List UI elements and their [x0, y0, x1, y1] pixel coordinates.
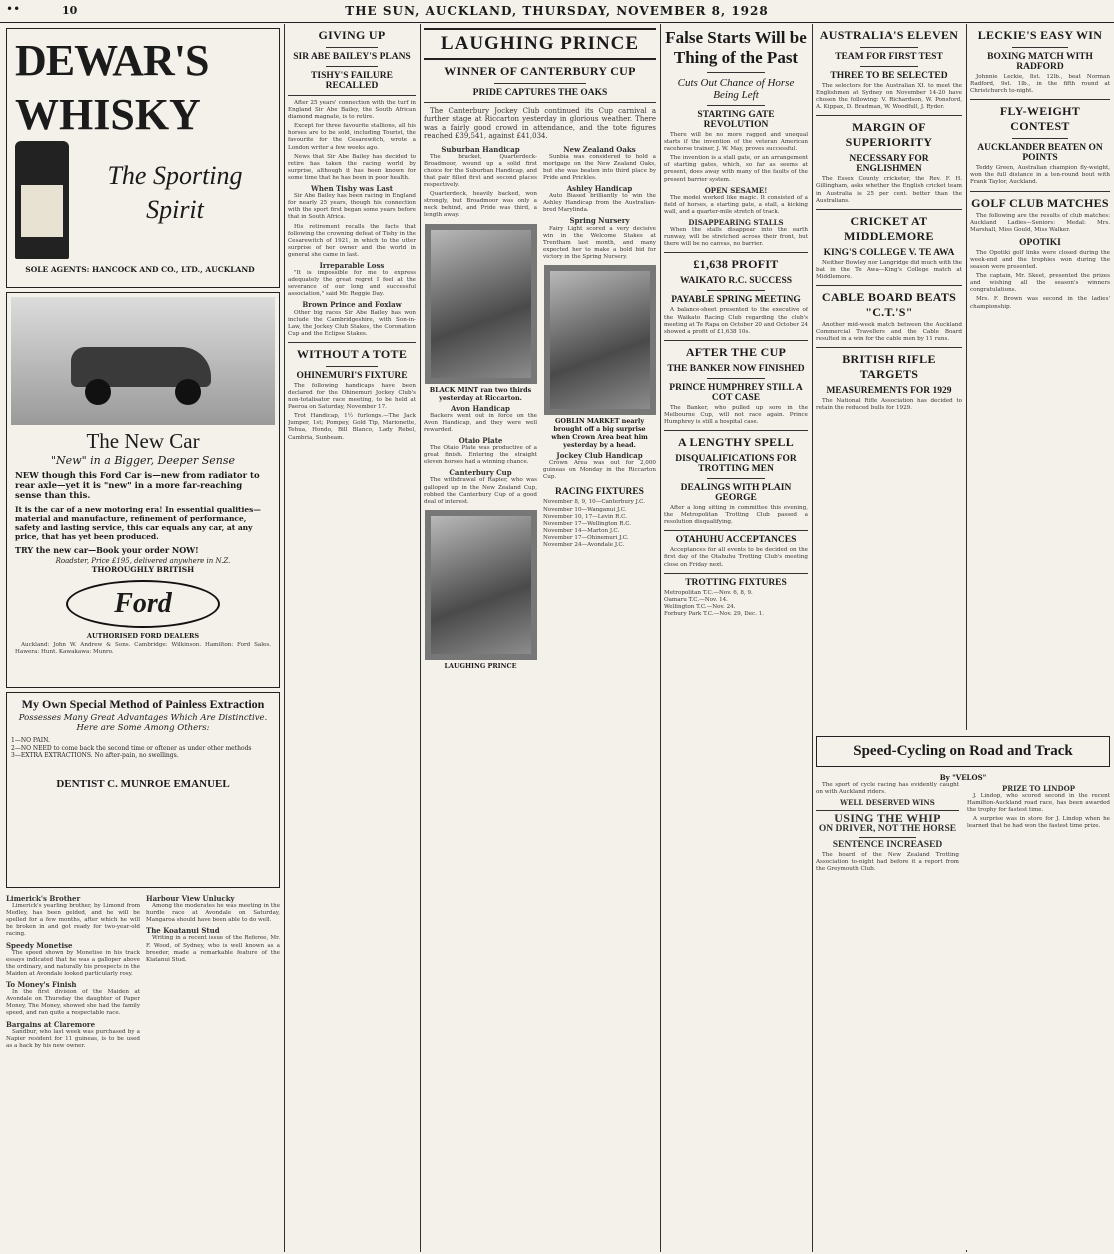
- article-head: Cuts Out Chance of Horse Being Left: [677, 77, 795, 101]
- article-head: THREE TO BE SELECTED: [830, 71, 948, 81]
- black-mint-photo: [425, 224, 537, 384]
- dewars-product: WHISKY: [15, 90, 201, 139]
- racing-fixtures-list: [543, 499, 656, 549]
- article-paragraph: A balance-sheet presented to the executive of the Waikato Racing Club regarding the club's meeting at Te Rapa on October 20 and October 24 showed a profit of £1,638 10s.: [664, 307, 808, 335]
- boxing-golf-column: [970, 24, 1110, 724]
- article-subhead: New Zealand Oaks: [563, 144, 636, 154]
- byline: By "VELOS": [939, 773, 987, 782]
- article-head: FLY-WEIGHT CONTEST: [999, 104, 1081, 134]
- hu-heading: Harbour View Unlucky: [146, 894, 235, 903]
- abe-bailey-article: [288, 24, 416, 1250]
- sm-paragraph: The speed shown by Monetise in his track essays indicated that he was a galloper above the ordinary, and naturally his prospects in the Maiden at Avondale looked particularly rosy.: [6, 949, 140, 977]
- sm-heading: Speedy Monetise: [6, 940, 73, 950]
- article-head: THE BANKER NOW FINISHED: [667, 363, 805, 374]
- column-rule: [812, 24, 813, 1252]
- dewars-brand: DEWAR'S: [15, 36, 209, 85]
- fixture-item: Metropolitan T.C.—Nov. 6, 8, 9.: [664, 589, 753, 596]
- photo-caption: GOBLIN MARKET nearly brought off a big surprise when Crown Area beat him yesterday by a head.: [551, 417, 648, 450]
- tm-paragraph: In the first division of the Maiden at Avondale on Thursday the daughter of Paper Money, The Money, showed she had the family speed, and ran quite a respectable race.: [6, 989, 140, 1017]
- article-paragraph: Johnnie Leckie, 8st. 12lb., beat Norman Radford, 9st. 1lb., in the fifth round at Christchurch to-night.: [970, 74, 1110, 95]
- article-paragraph: A surprise was in store for J. Lindop when he learned that he had won the fastest time prize.: [967, 816, 1110, 830]
- trotting-fixtures-list: [664, 590, 808, 618]
- speed-cycling-article: [816, 730, 1110, 1250]
- article-head: OPOTIKI: [1019, 237, 1061, 248]
- article-head: GOLF CLUB MATCHES: [971, 195, 1109, 210]
- article-subhead: Brown Prince and Foxlaw: [302, 300, 402, 310]
- article-paragraph: Quarterdeck, heavily backed, won strongly, but Broadmoor was only a neck behind, and Pride was third, a length away.: [424, 191, 537, 219]
- fixture-item: November 10—Wanganui J.C.: [543, 506, 627, 513]
- article-head: TISHY'S FAILURE RECALLED: [311, 71, 393, 91]
- article-paragraph: The withdrawal of Rapier, who was galloped up in the New Zealand Cup, robbed the Canterbury Cup of a good deal of interest.: [424, 477, 537, 505]
- dentist-name: DENTIST C. MUNROE EMANUEL: [56, 777, 230, 790]
- fixture-item: November 24—Avondale J.C.: [543, 541, 625, 548]
- article-head: SENTENCE INCREASED: [832, 840, 943, 851]
- article-head: USING THE WHIP: [834, 811, 941, 826]
- article-paragraph: Neither Bowley nor Langridge did much with the bat in the Te Awa—King's College match at Middlemore.: [816, 259, 962, 280]
- ford-price: Roadster, Price £195, delivered anywhere in N.Z.: [55, 557, 231, 565]
- article-paragraph: The Banker, who pulled up sore in the Melbourne Cup, will not race again. Prince Humphrey is still a hospital case.: [664, 404, 808, 425]
- article-paragraph: The invention is a stall gate, or an arrangement of starting gates, which, so far as seems at present, does away with many of the faults of the present barrier system.: [664, 155, 808, 183]
- dentist-title: My Own Special Method of Painless Extraction: [21, 697, 265, 711]
- hu-paragraph: Among the moderates he was meeting in the hurdle race at Avondale on Saturday, Mangaroa should have been able to do well.: [146, 903, 280, 924]
- article-paragraph: Teddy Green, Australian champion fly-weight, won the full distance in a ten-round bout with Frank Taylor, Auckland.: [970, 165, 1110, 186]
- article-head: LECKIE'S EASY WIN: [977, 28, 1103, 42]
- article-paragraph: "It is impossible for me to express adequately the great regret I feel at the severance of our long and successful association," said Mr. Reggie Day.: [288, 270, 416, 298]
- article-paragraph: When the stalls disappear into the earth runway, will be stretched across their front, but there will be no canvas, no barrier.: [664, 227, 808, 248]
- article-paragraph: The Essex County cricketer, the Rev. F. H. Gillingham, asks whether the English cricket team in Australia is 25 per cent. better than the Australians.: [816, 176, 962, 204]
- dentist-intro: Possesses Many Great Advantages Which Are Distinctive. Here are Some Among Others:: [18, 713, 268, 733]
- photo-caption: BLACK MINT ran two thirds yesterday at Riccarton.: [429, 385, 532, 402]
- article-head: BRITISH RIFLE TARGETS: [842, 352, 936, 382]
- fixture-item: November 17—Ohinemuri J.C.: [543, 534, 629, 541]
- bc-paragraph: Sandbur, who last week was purchased by a Napier resident for 11 guineas, is to be used as a hack by his new owner.: [6, 1028, 140, 1049]
- article-paragraph: The sport of cycle racing has evidently caught on with Auckland riders.: [816, 782, 959, 796]
- article-subhead: When Tishy was Last: [311, 184, 393, 194]
- article-head: PAYABLE SPRING MEETING: [671, 295, 801, 306]
- ford-car-illustration: [11, 297, 275, 425]
- article-head: WINNER OF CANTERBURY CUP: [444, 64, 636, 78]
- article-subhead: PRIZE TO LINDOP: [1001, 784, 1075, 793]
- dewars-tagline: The Sporting Spirit: [107, 161, 243, 224]
- photo-caption: LAUGHING PRINCE: [444, 661, 517, 670]
- article-head: WAIKATO R.C. SUCCESS: [679, 276, 793, 287]
- article-subhead: WELL DESERVED WINS: [840, 798, 935, 808]
- article-paragraph: Fairy Light scored a very decisive win in the Welcome Stakes at Trentham last month, and many expected her to make a bold bid for victory in the Spring Nursery.: [543, 225, 656, 260]
- article-head: AUCKLANDER BEATEN ON POINTS: [977, 143, 1103, 164]
- article-paragraph: Except for three favourite stallions, all his horses are to be sold, including Tourist, the favourite for the Cesarewitch, wrote a London writer a few weeks ago.: [288, 123, 416, 151]
- article-paragraph: Sunbia was considered to hold a mortgage on the New Zealand Oaks, but she was beaten into third place by Pride and Prickles.: [543, 153, 656, 181]
- dentist-ad: [6, 692, 280, 888]
- ford-body: It is the car of a new motoring era! In essential qualities—material and manufacture, refinement of performance, safety and lasting service, this car equals any car, at any price, that has yet been produced.: [15, 505, 261, 541]
- article-subhead: OPEN SESAME!: [704, 185, 768, 195]
- article-subhead: Otaio Plate: [458, 435, 503, 445]
- article-paragraph: The captain, Mr. Skeet, presented the prizes and wishing all the season's winners congratulations.: [970, 273, 1110, 294]
- article-paragraph: Mrs. F. Brown was second in the ladies' championship.: [970, 296, 1110, 310]
- ks-heading: The Koatanui Stud: [146, 926, 220, 936]
- article-subhead: Jockey Club Handicap: [556, 451, 643, 461]
- article-head: PRIDE CAPTURES THE OAKS: [472, 88, 608, 98]
- lead-paragraph: The Canterbury Jockey Club continued its Cup carnival a further stage at Riccarton yesterday in glorious weather. There was a fairly good crowd in attendance, and the tote figures reached £39,541, against £41,034.: [424, 107, 656, 141]
- article-head: MARGIN OF SUPERIORITY: [845, 120, 933, 150]
- page-number: 10: [62, 4, 78, 17]
- article-subhead: Suburban Handicap: [441, 144, 520, 154]
- article-head: AUSTRALIA'S ELEVEN: [819, 28, 959, 42]
- article-paragraph: The board of the New Zealand Trotting Association to-night had before it a report from the Greymouth Club.: [816, 851, 959, 872]
- article-paragraph: The Otaio Plate was productive of a great finish. Entering the straight eleven horses had a winning chance.: [424, 445, 537, 466]
- article-head: WITHOUT A TOTE: [296, 346, 408, 361]
- dewars-ad: [6, 28, 280, 288]
- speed-cycling-title: Speed-Cycling on Road and Track: [816, 736, 1110, 767]
- article-head: OTAHUHU ACCEPTANCES: [675, 535, 797, 546]
- article-paragraph: The following are the results of club matches: Auckland Ladies—Seniors: Medal: Mrs. Marshall, Miss Gould, Miss Walker.: [970, 212, 1110, 233]
- article-head: False Starts Will be Thing of the Past: [665, 28, 807, 67]
- article-head: PRINCE HUMPHREY STILL A COT CASE: [669, 382, 803, 403]
- racing-fixtures-head: RACING FIXTURES: [555, 487, 644, 498]
- article-paragraph: Another mid-week match between the Auckland Commercial Travellers and the Cable Board resulted in a win for the cable men by 11 runs.: [816, 322, 962, 343]
- starting-gate-article: [664, 24, 808, 1250]
- article-paragraph: Trot Handicap, 1½ furlongs.—The Jack Jumper, 1st; Pompey, Gold Tip, Marionette, Tehua, Hondo, Bill Blanco, Lady Rebel, Cambria, Sunbeam.: [288, 413, 416, 441]
- article-paragraph: The bracket, Quarterdeck-Broadmoor, wound up a solid first choice for the Suburban Handicap, and that pair filled first and second places respectively.: [424, 153, 537, 189]
- column-rule: [420, 24, 421, 1252]
- article-head: CABLE BOARD BEATS "C.T.'S": [821, 290, 957, 320]
- article-head: OHINEMURI'S FIXTURE: [296, 370, 408, 381]
- article-head: DISQUALIFICATIONS FOR TROTTING MEN: [675, 454, 797, 475]
- ford-subtitle: "New" in a Bigger, Deeper Sense: [51, 454, 235, 467]
- dentist-point: 3—EXTRA EXTRACTIONS. No after-pain, no swellings.: [11, 752, 179, 759]
- article-head: CRICKET AT MIDDLEMORE: [844, 213, 934, 243]
- dentist-point: 2—NO NEED to come back the second time or oftener as under other methods: [11, 744, 252, 752]
- article-paragraph: The following handicaps have been declared for the Ohinemuri Jockey Club's non-totalisator race meeting, to be held at Paeroa on Saturday, November 17.: [288, 382, 416, 411]
- fixture-item: Oamaru T.C.—Nov. 14.: [664, 596, 728, 603]
- article-head: ON DRIVER, NOT THE HORSE: [818, 824, 957, 835]
- article-paragraph: Sir Abe Bailey has been racing in England for nearly 25 years, though his connection with the sport first began some years before that in South Africa.: [288, 193, 416, 221]
- ford-ad: [6, 292, 280, 688]
- ford-cta: TRY the new car—Book your order NOW!: [15, 545, 199, 555]
- ford-british: THOROUGHLY BRITISH: [91, 565, 195, 574]
- article-paragraph: The selectors for the Australian XI. to meet the Englishmen at Sydney on November 14-20 have chosen the following: V. Richardson, W. Ponsford, A. Kippax, D. Bradman, W. Woodfull, J. Ryder.: [816, 83, 962, 111]
- ford-dealers-title: AUTHORISED FORD DEALERS: [86, 632, 200, 640]
- article-subhead: DISAPPEARING STALLS: [688, 218, 784, 228]
- article-head: STARTING GATE REVOLUTION: [697, 110, 775, 130]
- article-head: GIVING UP: [318, 28, 386, 42]
- masthead: [0, 0, 1114, 23]
- article-paragraph: The model worked like magic. It consisted of a field of horses, a starting gate, a stall, a kicking wall, and a quarter-mile stretch of track.: [664, 194, 808, 215]
- fixture-item: November 17—Wellington R.C.: [543, 520, 632, 527]
- article-head: AFTER THE CUP: [685, 344, 787, 359]
- tm-heading: To Money's Finish: [6, 980, 77, 990]
- article-head: DEALINGS WITH PLAIN GEORGE: [680, 483, 792, 504]
- trotting-fixtures-head: TROTTING FIXTURES: [685, 577, 787, 588]
- article-subhead: Irreparable Loss: [319, 260, 385, 270]
- article-subhead: Avon Handicap: [451, 403, 510, 413]
- dewars-agents: SOLE AGENTS: HANCOCK AND CO., LTD., AUCKLAND: [25, 265, 255, 274]
- column-rule: [660, 24, 661, 1252]
- masthead-dots: ••: [6, 2, 21, 16]
- ford-logo: Ford: [66, 580, 220, 628]
- ks-paragraph: Writing in a recent issue of the Referee, Mr. F. Wood, of Sydney, who is well known as a breeder, made a remarkable feature of the Kiatanui Stud.: [146, 935, 280, 963]
- lim-heading: Limerick's Brother: [6, 894, 81, 903]
- article-paragraph: Crown Area was out for 2,000 guineas on Monday in the Riccarton Cup.: [543, 460, 656, 481]
- article-paragraph: Other big races Sir Abe Bailey has won include the Cambridgeshire, with Son-in-Law, the Jockey Club Stakes, the Coronation Cup and the Eclipse Stakes.: [288, 309, 416, 337]
- masthead-title: THE SUN, AUCKLAND, THURSDAY, NOVEMBER 8, 1928: [345, 4, 769, 18]
- article-paragraph: After 25 years' connection with the turf in England Sir Abe Bailey, the South African diamond magnate, is to retire.: [288, 100, 416, 121]
- fixture-item: November 10, 17—Levin R.C.: [543, 513, 627, 520]
- article-head: KING'S COLLEGE V. TE AWA: [823, 247, 955, 258]
- article-head: NECESSARY FOR ENGLISHMEN: [849, 154, 929, 175]
- article-head: MEASUREMENTS FOR 1929: [826, 386, 952, 397]
- ford-dealers-list: Auckland: John W. Andrew & Sons. Cambridge: Wilkinson. Hamilton: Ford Sales. Hawera: Hunt. Kawakawa: Munro.: [15, 642, 271, 656]
- laughing-prince-article: [424, 24, 656, 1250]
- fixture-item: Wellington T.C.—Nov. 24.: [664, 603, 736, 610]
- lim-paragraph: Limerick's yearling brother, by Limond from Medley, has been gelded, and he will be spelled for a few months, after which he will be broken in and got ready for two-year-old racing.: [6, 903, 140, 938]
- article-subhead: Canterbury Cup: [449, 468, 512, 478]
- goblin-market-photo: [544, 265, 656, 415]
- article-paragraph: Acceptances for all events to be decided on the first day of the Otahuhu Trotting Club's meeting close on Friday next.: [664, 547, 808, 568]
- article-paragraph: Auto Biased brilliantly to win the Ashley Handicap from the Australian-bred Marylinda.: [543, 193, 656, 214]
- laughing-prince-photo: [425, 510, 537, 660]
- article-paragraph: His retirement recalls the facts that following the crowning defeat of Tishy in the Cesarewitch of 1921, in which to the utter surprise of her owner and the world in general she came in last.: [288, 223, 416, 258]
- lead-headline: LAUGHING PRINCE: [424, 28, 656, 60]
- ford-title: The New Car: [86, 429, 200, 453]
- article-head: TEAM FOR FIRST TEST: [835, 52, 943, 62]
- ads-column: [6, 24, 280, 1250]
- article-paragraph: Backers went out in force on the Avon Handicap, and they were well rewarded.: [424, 412, 537, 433]
- article-head: £1,638 PROFIT: [693, 257, 779, 272]
- fixture-item: November 14—Marton J.C.: [543, 527, 620, 534]
- dentist-point: 1—NO PAIN.: [11, 737, 50, 744]
- ford-lead: NEW though this Ford Car is—new from radiator to rear axle—yet it is "new" in a more far-reaching sense than this.: [15, 471, 260, 501]
- bc-heading: Bargains at Claremore: [6, 1019, 96, 1029]
- fixture-item: November 8, 9, 10—Canterbury J.C.: [543, 499, 646, 506]
- article-paragraph: News that Sir Abe Bailey has decided to retire has taken the racing world by surprise, although it has been known for some time that he has been in poor health.: [288, 153, 416, 181]
- racing-notes: [6, 892, 280, 1052]
- article-subhead: Ashley Handicap: [566, 184, 633, 194]
- article-head: BOXING MATCH WITH RADFORD: [987, 52, 1093, 72]
- article-head: SIR ABE BAILEY'S PLANS: [293, 52, 411, 62]
- article-head: A LENGTHY SPELL: [677, 435, 795, 450]
- whisky-bottle-icon: [15, 141, 69, 259]
- article-subhead: Spring Nursery: [569, 216, 630, 226]
- article-paragraph: J. Lindop, who scored second in the recent Hamilton-Auckland road race, has been awarded the trophy for fastest time.: [967, 793, 1110, 814]
- article-paragraph: After a long sitting in committee this evening, the Metropolitan Trotting Club passed a resolution disqualifying.: [664, 505, 808, 526]
- article-paragraph: There will be no more ragged and unequal starts if the invention of the veteran American racehorse trainer, J. W. May, proves successful.: [664, 132, 808, 153]
- article-paragraph: The National Rifle Association has decided to retain the reduced bulls for 1929.: [816, 398, 962, 412]
- article-paragraph: The Opotiki golf links were closed during the week-end and the trophies won during the season were presented.: [970, 249, 1110, 271]
- column-rule: [284, 24, 285, 1252]
- fixture-item: Forbury Park T.C.—Nov. 29, Dec. 1.: [664, 610, 765, 617]
